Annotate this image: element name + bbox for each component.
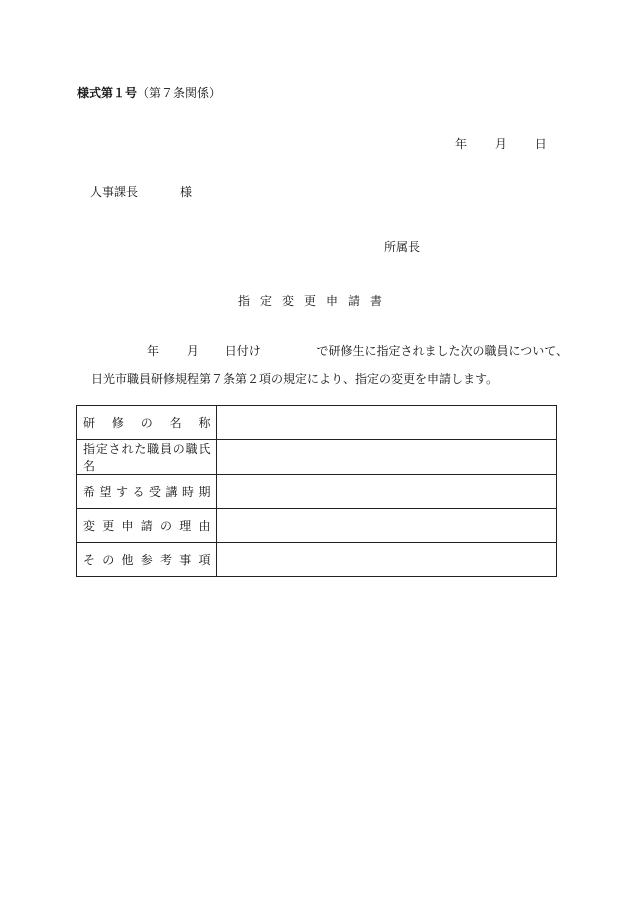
table-row (77, 406, 557, 440)
row-value-training-name[interactable] (217, 406, 557, 440)
row-label-desired-period: 希望する受講時期 (83, 485, 211, 499)
body-day-attached: 日付け (224, 344, 261, 358)
sender-affiliation: 所属長 (384, 240, 421, 254)
addressee-honorific: 様 (180, 185, 193, 199)
application-table (76, 405, 557, 577)
row-value-designated-staff[interactable] (217, 440, 557, 475)
row-label-change-reason: 変更申請の理由 (83, 519, 211, 533)
body-line-2: 日光市職員研修規程第７条第２項の規定により、指定の変更を申請します。 (91, 372, 499, 386)
body-line1-rest: で研修生に指定されました次の職員について、 (316, 344, 569, 358)
form-number: 様式第１号 (77, 86, 138, 100)
table-row (77, 543, 557, 577)
body-year: 年 (147, 344, 160, 358)
form-relation: （第７条関係） (137, 86, 222, 100)
row-label-training-name: 研修の名称 (83, 416, 211, 430)
row-label-other-notes: その他参考事項 (83, 553, 211, 567)
addressee-title: 人事課長 (90, 185, 139, 199)
row-value-other-notes[interactable] (217, 543, 557, 577)
table-row (77, 509, 557, 543)
table-row (77, 440, 557, 475)
document-title: 指定変更申請書 (237, 294, 392, 308)
form-number-header (77, 84, 221, 101)
body-month: 月 (186, 344, 199, 358)
row-value-desired-period[interactable] (217, 475, 557, 509)
addressee (90, 183, 192, 200)
date-line (455, 135, 547, 152)
row-value-change-reason[interactable] (217, 509, 557, 543)
body-line-1 (147, 342, 568, 359)
date-month: 月 (494, 137, 507, 151)
row-label-designated-staff: 指定された職員の職氏名 (83, 442, 211, 473)
date-year: 年 (455, 137, 468, 151)
table-row (77, 475, 557, 509)
date-day: 日 (534, 137, 547, 151)
